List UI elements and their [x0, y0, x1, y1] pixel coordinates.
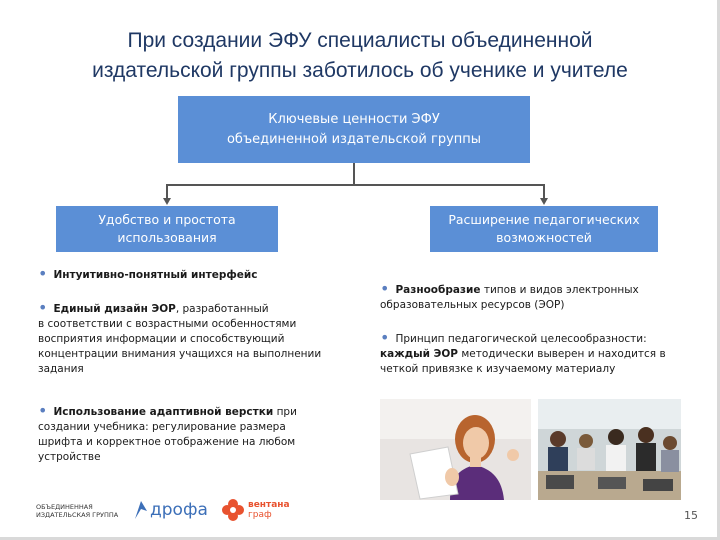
- ventana-logo-line-2: граф: [248, 510, 272, 520]
- left-item-2-bold: Единый дизайн ЭОР: [53, 303, 176, 315]
- bullet-icon: •: [38, 401, 48, 420]
- drofa-logo-text: дрофа: [150, 500, 208, 520]
- left-item-2: [38, 300, 328, 377]
- classroom-photo: [538, 399, 681, 500]
- ventana-graf-logo: [222, 497, 302, 525]
- drofa-bird-icon: [133, 499, 149, 521]
- left-item-1-bold: Интуитивно-понятный интерфейс: [53, 269, 258, 281]
- left-item-3: [38, 403, 323, 465]
- right-item-1-bold: Разнообразие: [395, 284, 481, 296]
- key-values-line-1: Ключевые ценности ЭФУ: [268, 111, 440, 127]
- page-number: 15: [684, 509, 698, 522]
- arrow-left: [163, 198, 171, 205]
- title-line-1: При создании ЭФУ специалисты объединенной: [127, 29, 593, 52]
- left-item-3-bold: Использование адаптивной верстки: [53, 406, 274, 418]
- arrow-right: [540, 198, 548, 205]
- right-item-1: [380, 281, 690, 313]
- connector-left-drop: [166, 184, 168, 199]
- publishing-group-logo: [36, 503, 126, 519]
- connector-right-drop: [543, 184, 545, 199]
- ventana-flower-icon: [222, 499, 244, 521]
- right-item-2-rest: методически выверен и находится в четкой привязке к изучаемому материалу: [380, 348, 666, 375]
- key-values-box: [178, 96, 530, 163]
- right-item-2-bold: каждый ЭОР: [380, 348, 458, 360]
- logo-group-line-2: ИЗДАТЕЛЬСКАЯ ГРУППА: [36, 511, 119, 519]
- drofa-logo: [133, 498, 213, 524]
- connector-stem: [353, 163, 355, 185]
- key-values-line-2: объединенной издательской группы: [226, 131, 482, 147]
- usability-box: [56, 206, 278, 252]
- right-item-2: [380, 330, 690, 377]
- title-line-2: издательской группы заботилось об ученике и учителе: [92, 59, 628, 82]
- connector-horizontal: [166, 184, 545, 186]
- usability-line-2: использования: [117, 230, 217, 245]
- left-item-1: [38, 266, 328, 283]
- bullet-icon: •: [380, 279, 390, 298]
- slide-title: [40, 26, 680, 86]
- logo-group-line-1: ОБЪЕДИНЕННАЯ: [36, 503, 93, 511]
- usability-line-1: Удобство и простота: [98, 212, 236, 227]
- bullet-icon: •: [38, 298, 48, 317]
- left-item-2-cont: в соответствии с возрастными особенностями восприятия информации и способствующий концентрации внимания учащихся на выполнении задания: [38, 318, 322, 375]
- pedagogy-line-1: Расширение педагогических: [448, 212, 640, 227]
- right-item-1-rest: типов и видов электронных образовательных ресурсов (ЭОР): [380, 284, 639, 311]
- pedagogy-box: [430, 206, 658, 252]
- left-item-2-rest: , разработанный: [175, 303, 269, 315]
- left-item-3-rest: при создании учебника: регулирование размера шрифта и корректное отображение на любом устройстве: [38, 406, 297, 463]
- right-item-2-lead: Принцип педагогической целесообразности:: [395, 333, 647, 345]
- bullet-icon: •: [38, 264, 48, 283]
- teacher-photo: [380, 399, 531, 500]
- bullet-icon: •: [380, 328, 390, 347]
- ventana-logo-line-1: вентана: [248, 500, 290, 510]
- pedagogy-line-2: возможностей: [496, 230, 592, 245]
